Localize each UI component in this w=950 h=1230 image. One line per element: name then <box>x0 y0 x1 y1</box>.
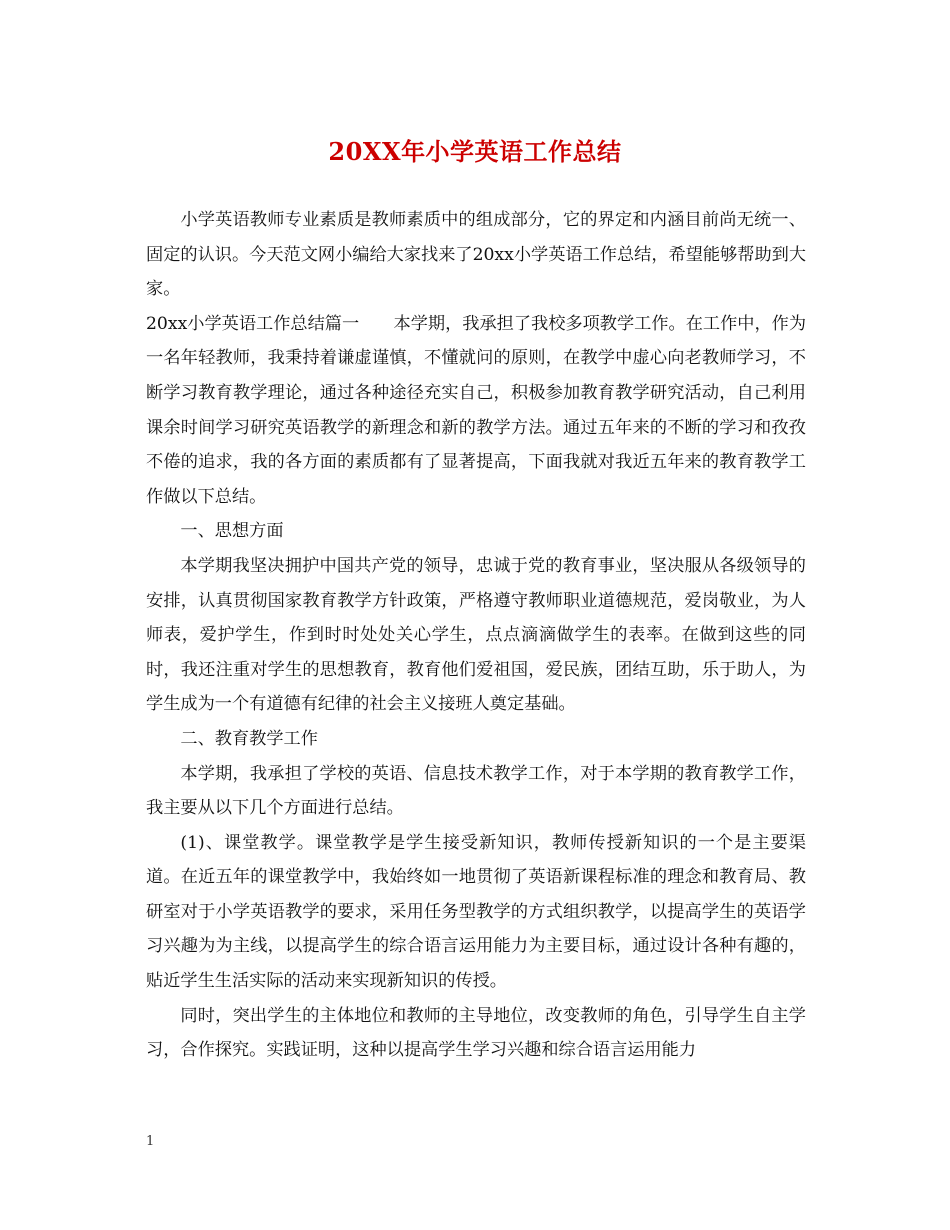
paragraph-section-one: 20xx小学英语工作总结篇一 本学期，我承担了我校多项教学工作。在工作中，作为一名年轻教师，我秉持着谦虚谨慎，不懂就问的原则，在教学中虚心向老教师学习，不断学习教育教学理论，通过各种途径充实自己，积极参加教育教学研究活动，自己利用课余时间学习研究英语教学的新理念和新的教学方法。通过五年来的不断的学习和孜孜不倦的追求，我的各方面的素质都有了显著提高，下面我就对我近五年来的教育教学工作做以下总结。 <box>146 313 807 507</box>
paragraph-teaching-work: 本学期，我承担了学校的英语、信息技术教学工作，对于本学期的教育教学工作，我主要从以下几个方面进行总结。 <box>146 763 806 819</box>
page-number: 1 <box>146 1134 155 1149</box>
heading-teaching-work: 二、教育教学工作 <box>180 728 318 749</box>
heading-ideology: 一、思想方面 <box>180 521 284 542</box>
document-title: 20XX年小学英语工作总结 <box>328 137 622 166</box>
document-body <box>146 203 806 1068</box>
paragraph-student-role: 同时，突出学生的主体地位和教师的主导地位，改变教师的角色，引导学生自主学习，合作探究。实践证明，这种以提高学生学习兴趣和综合语言运用能力 <box>146 1005 806 1061</box>
paragraph-ideology: 本学期我坚决拥护中国共产党的领导，忠诚于党的教育事业，坚决服从各级领导的安排，认真贯彻国家教育教学方针政策，严格遵守教师职业道德规范，爱岗敬业，为人师表，爱护学生，作到时时处处关心学生，点点滴滴做学生的表率。在做到这些的同时，我还注重对学生的思想教育，教育他们爱祖国，爱民族，团结互助，乐于助人，为学生成为一个有道德有纪律的社会主义接班人奠定基础。 <box>146 555 806 715</box>
paragraph-classroom-teaching: (1)、课堂教学。课堂教学是学生接受新知识，教师传授新知识的一个是主要渠道。在近五年的课堂教学中，我始终如一地贯彻了英语新课程标准的理念和教育局、教研室对于小学英语教学的要求，采用任务型教学的方式组织教学，以提高学生的英语学习兴趣为为主线，以提高学生的综合语言运用能力为主要目标，通过设计各种有趣的，贴近学生生活实际的活动来实现新知识的传授。 <box>146 832 806 992</box>
paragraph-intro: 小学英语教师专业素质是教师素质中的组成部分，它的界定和内涵目前尚无统一、固定的认识。今天范文网小编给大家找来了20xx小学英语工作总结，希望能够帮助到大家。 <box>146 210 807 300</box>
